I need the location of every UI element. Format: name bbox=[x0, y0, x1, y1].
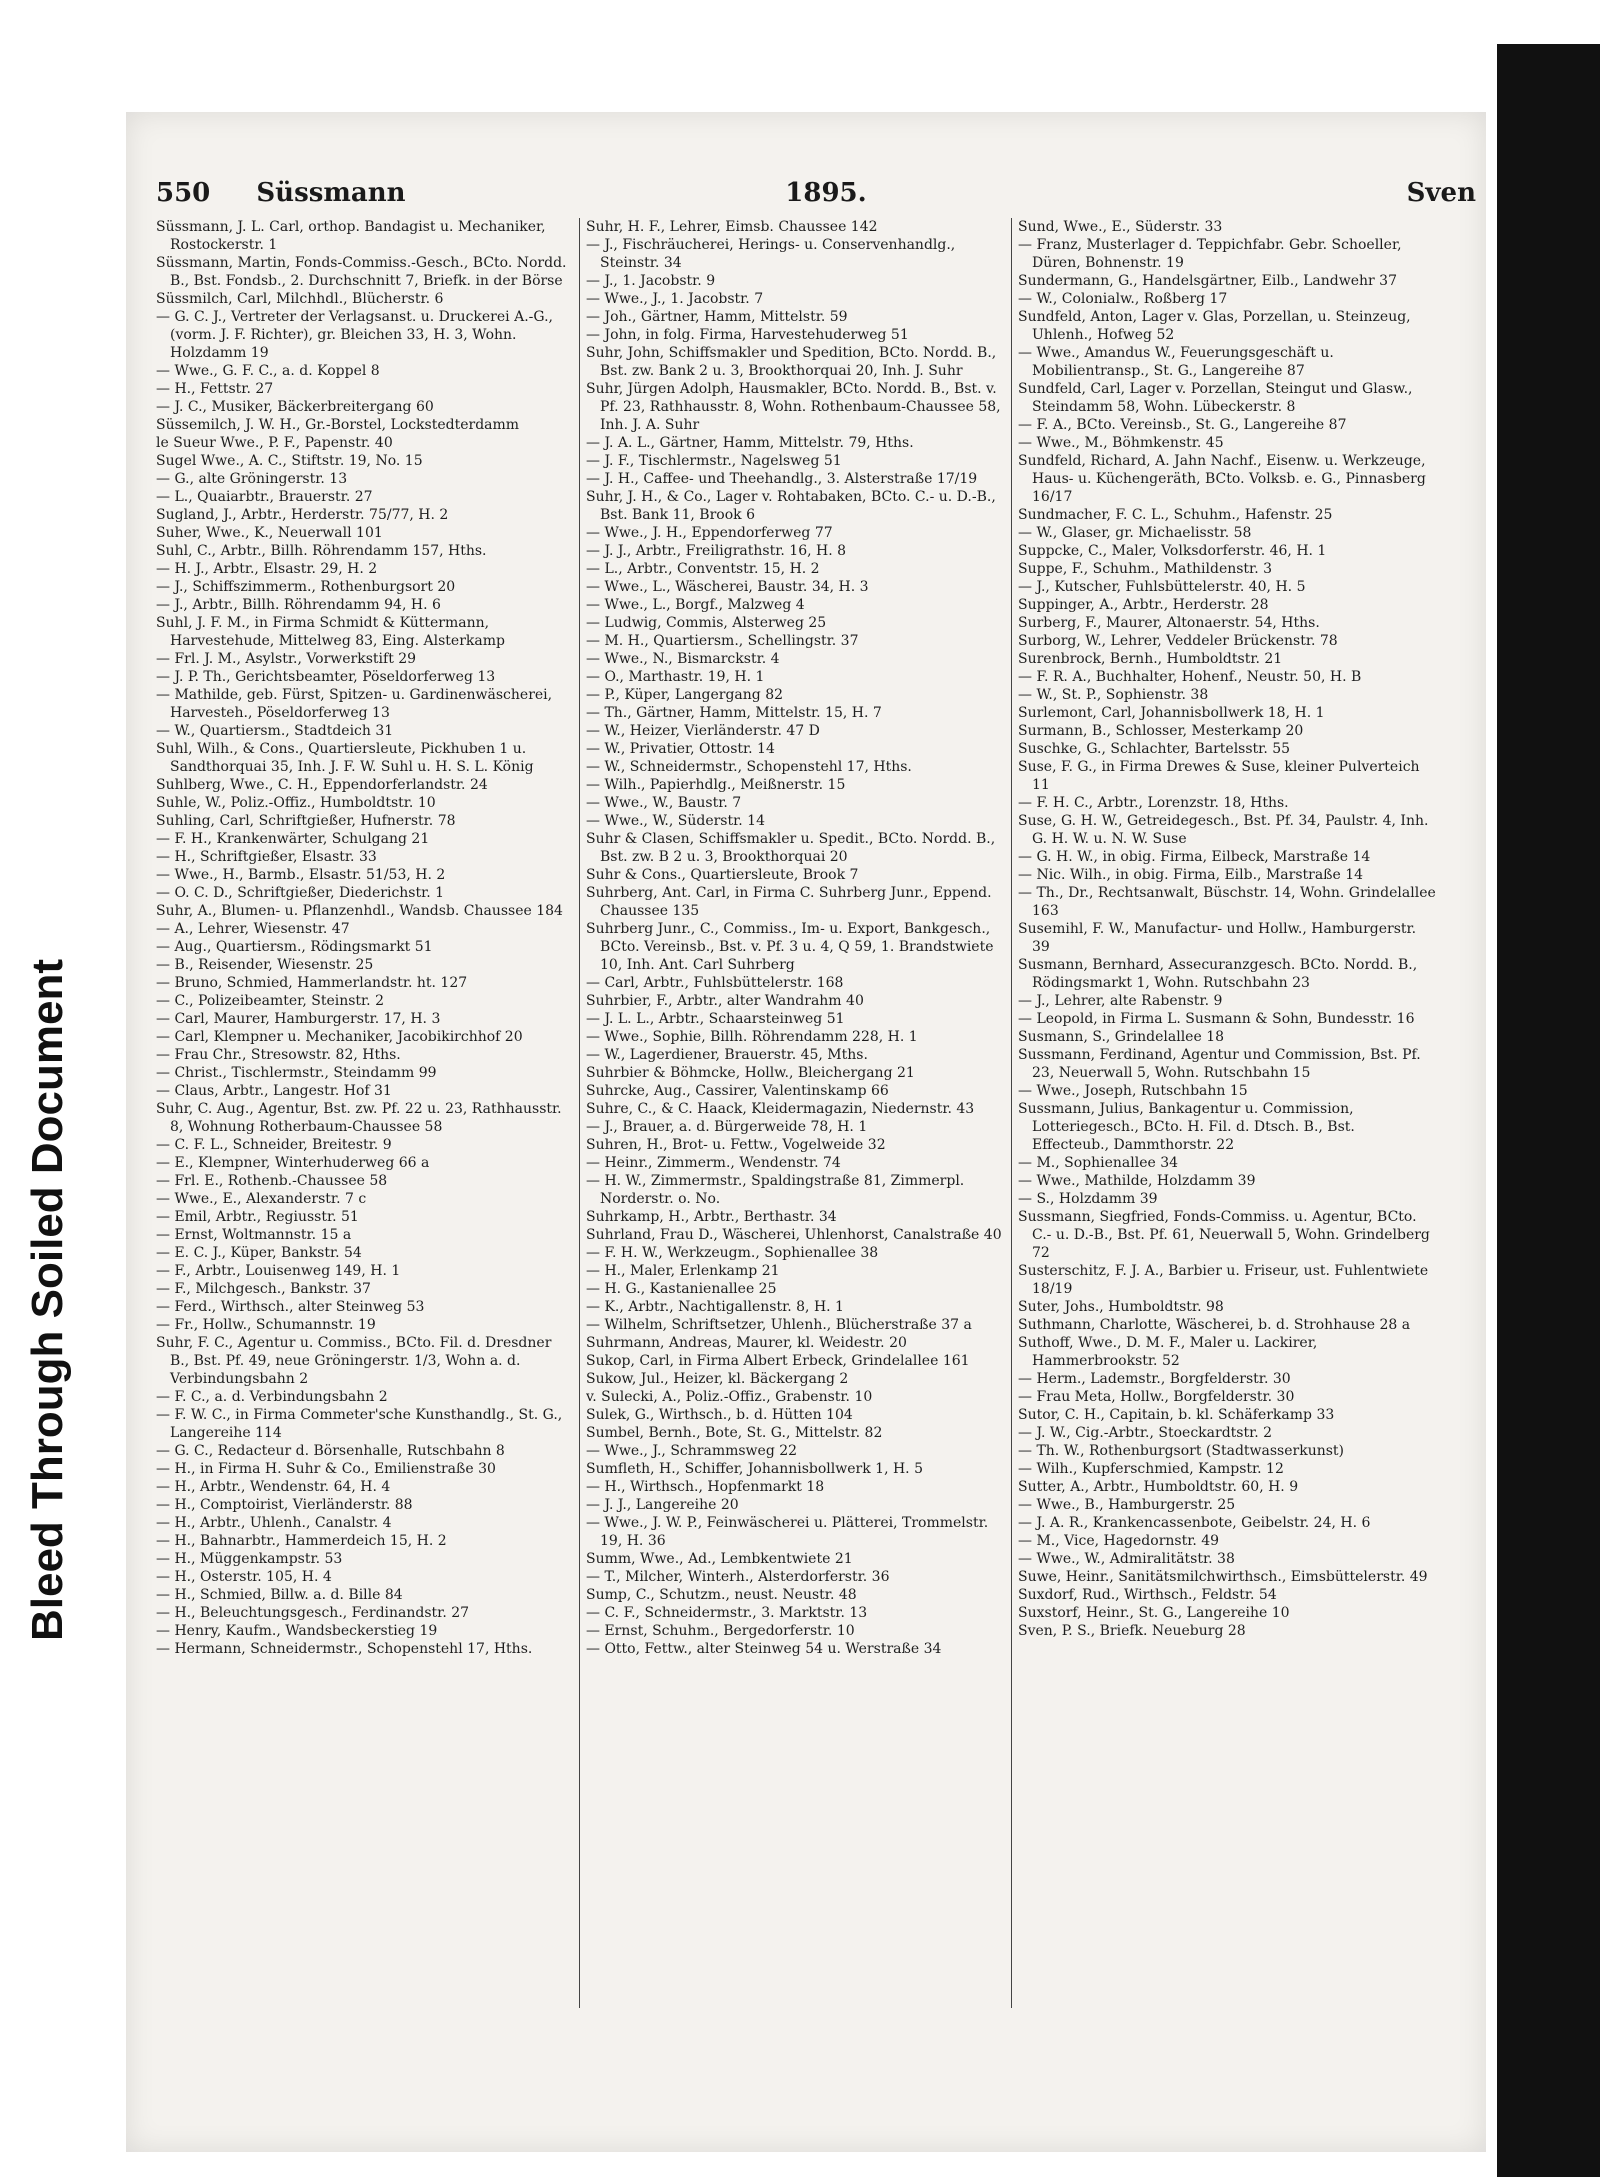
directory-entry: — Ernst, Woltmannstr. 15 a bbox=[156, 1227, 352, 1243]
directory-entry: Suhrbier & Böhmcke, Hollw., Bleichergang 21 bbox=[586, 1065, 915, 1081]
directory-entry: Süssemilch, J. W. H., Gr.-Borstel, Lockstedterdamm bbox=[156, 417, 520, 433]
directory-entry: Suhrbier, F., Arbtr., alter Wandrahm 40 bbox=[586, 993, 864, 1009]
directory-entry: — W., Schneidermstr., Schopenstehl 17, Hths. bbox=[586, 759, 912, 775]
directory-entry: — F., Arbtr., Louisenweg 149, H. 1 bbox=[156, 1263, 401, 1279]
directory-entry: — Henry, Kaufm., Wandsbeckerstieg 19 bbox=[156, 1623, 438, 1639]
directory-entry: Sutor, C. H., Capitain, b. kl. Schäferkamp 33 bbox=[1018, 1407, 1335, 1423]
directory-entry: — E., Klempner, Winterhuderweg 66 a bbox=[156, 1155, 430, 1171]
directory-entry: — John, in folg. Firma, Harvestehuderweg 51 bbox=[586, 327, 909, 343]
directory-entry: — Bruno, Schmied, Hammerlandstr. ht. 127 bbox=[156, 975, 468, 991]
directory-entry: — Hermann, Schneidermstr., Schopenstehl 17, Hths. bbox=[156, 1641, 533, 1657]
directory-entry: — Mathilde, geb. Fürst, Spitzen- u. Gardinenwäscherei, Harvesteh., Pöseldorferweg 13 bbox=[156, 687, 553, 721]
directory-entry: Susmann, Bernhard, Assecuranzgesch. BCto. Nordd. B., Rödingsmarkt 1, Wohn. Rutschbahn 23 bbox=[1018, 957, 1418, 991]
directory-entry: — F. R. A., Buchhalter, Hohenf., Neustr. 50, H. B bbox=[1018, 669, 1362, 685]
directory-entry: Susterschitz, F. J. A., Barbier u. Friseur, ust. Fuhlentwiete 18/19 bbox=[1018, 1263, 1429, 1297]
directory-entry: — W., Colonialw., Roßberg 17 bbox=[1018, 291, 1228, 307]
directory-entry: — Wilhelm, Schriftsetzer, Uhlenh., Blücherstraße 37 a bbox=[586, 1317, 972, 1333]
directory-entry: — G. C. J., Vertreter der Verlagsanst. u. Druckerei A.-G., (vorm. J. F. Richter), gr. Bleichen 33, H. 3, Wohn. Holzdamm 19 bbox=[156, 309, 553, 361]
directory-entry: — L., Arbtr., Conventstr. 15, H. 2 bbox=[586, 561, 820, 577]
directory-entry: — F. W. C., in Firma Commeter'sche Kunsthandlg., St. G., Langereihe 114 bbox=[156, 1407, 563, 1441]
directory-entry: Suhling, Carl, Schriftgießer, Hufnerstr. 78 bbox=[156, 813, 456, 829]
directory-entry: Suhl, J. F. M., in Firma Schmidt & Küttermann, Harvestehude, Mittelweg 83, Eing. Alsterkamp bbox=[156, 615, 505, 649]
directory-entry: Suthmann, Charlotte, Wäscherei, b. d. Strohhause 28 a bbox=[1018, 1317, 1411, 1333]
directory-entry: — Leopold, in Firma L. Susmann & Sohn, Bundesstr. 16 bbox=[1018, 1011, 1415, 1027]
directory-entry: — Wwe., J. H., Eppendorferweg 77 bbox=[586, 525, 833, 541]
directory-entry: — Th. W., Rothenburgsort (Stadtwasserkunst) bbox=[1018, 1443, 1345, 1459]
directory-entry: Sugel Wwe., A. C., Stiftstr. 19, No. 15 bbox=[156, 453, 423, 469]
directory-entry: Suter, Johs., Humboldtstr. 98 bbox=[1018, 1299, 1224, 1315]
directory-entry: — Ludwig, Commis, Alsterweg 25 bbox=[586, 615, 827, 631]
directory-entry: — M. H., Quartiersm., Schellingstr. 37 bbox=[586, 633, 859, 649]
directory-entry: — J. L. L., Arbtr., Schaarsteinweg 51 bbox=[586, 1011, 845, 1027]
directory-entry: — H., Comptoirist, Vierländerstr. 88 bbox=[156, 1497, 413, 1513]
directory-entry: — Frau Chr., Stresowstr. 82, Hths. bbox=[156, 1047, 401, 1063]
directory-entry: — W., Glaser, gr. Michaelisstr. 58 bbox=[1018, 525, 1252, 541]
directory-entry: — Wwe., W., Süderstr. 14 bbox=[586, 813, 765, 829]
directory-entry: — J., Schiffszimmerm., Rothenburgsort 20 bbox=[156, 579, 456, 595]
directory-entry: Suher, Wwe., K., Neuerwall 101 bbox=[156, 525, 383, 541]
directory-entry: Sundmacher, F. C. L., Schuhm., Hafenstr. 25 bbox=[1018, 507, 1333, 523]
directory-entry: Suppcke, C., Maler, Volksdorferstr. 46, H. 1 bbox=[1018, 543, 1327, 559]
directory-entry: — H., Schriftgießer, Elsastr. 33 bbox=[156, 849, 377, 865]
directory-entry: Sukow, Jul., Heizer, kl. Bäckergang 2 bbox=[586, 1371, 849, 1387]
directory-entry: — Wwe., J., Schrammsweg 22 bbox=[586, 1443, 798, 1459]
directory-entry: Suschke, G., Schlachter, Bartelsstr. 55 bbox=[1018, 741, 1291, 757]
directory-entry: Sundfeld, Anton, Lager v. Glas, Porzellan, u. Steinzeug, Uhlenh., Hofweg 52 bbox=[1018, 309, 1411, 343]
directory-entry: — Wwe., J., 1. Jacobstr. 7 bbox=[586, 291, 764, 307]
directory-entry: — Wwe., J. W. P., Feinwäscherei u. Plätterei, Trommelstr. 19, H. 36 bbox=[586, 1515, 989, 1549]
directory-entry: — Wwe., Mathilde, Holzdamm 39 bbox=[1018, 1173, 1256, 1189]
directory-entry: Suhre, C., & C. Haack, Kleidermagazin, Niedernstr. 43 bbox=[586, 1101, 975, 1117]
directory-entry: — W., Heizer, Vierländerstr. 47 D bbox=[586, 723, 820, 739]
directory-entry: Surlemont, Carl, Johannisbollwerk 18, H. 1 bbox=[1018, 705, 1325, 721]
directory-entry: Suhr & Clasen, Schiffsmakler u. Spedit., BCto. Nordd. B., Bst. zw. B 2 u. 3, Brookthorquai 20 bbox=[586, 831, 996, 865]
directory-entry: — Wwe., N., Bismarckstr. 4 bbox=[586, 651, 780, 667]
directory-entry: — Carl, Klempner u. Mechaniker, Jacobikirchhof 20 bbox=[156, 1029, 523, 1045]
directory-entry: Surmann, B., Schlosser, Mesterkamp 20 bbox=[1018, 723, 1304, 739]
directory-entry: — H. W., Zimmermstr., Spaldingstraße 81, Zimmerpl. Norderstr. o. No. bbox=[586, 1173, 965, 1207]
directory-entry: — Wilh., Papierhdlg., Meißnerstr. 15 bbox=[586, 777, 846, 793]
directory-entry: Suhr, John, Schiffsmakler und Spedition, BCto. Nordd. B., Bst. zw. Bank 2 u. 3, Brookthorquai 20, Inh. J. Suhr bbox=[586, 345, 997, 379]
directory-entry: — P., Küper, Langergang 82 bbox=[586, 687, 784, 703]
directory-entry: — Wwe., B., Hamburgerstr. 25 bbox=[1018, 1497, 1236, 1513]
directory-entry: — J. J., Arbtr., Freiligrathstr. 16, H. 8 bbox=[586, 543, 847, 559]
directory-entry: — T., Milcher, Winterh., Alsterdorferstr. 36 bbox=[586, 1569, 890, 1585]
column-3 bbox=[1018, 218, 1436, 2118]
directory-entry: — W., Privatier, Ottostr. 14 bbox=[586, 741, 775, 757]
directory-entry: — Wwe., H., Barmb., Elsastr. 51/53, H. 2 bbox=[156, 867, 446, 883]
directory-entry: — Franz, Musterlager d. Teppichfabr. Gebr. Schoeller, Düren, Bohnenstr. 19 bbox=[1018, 237, 1402, 271]
directory-entry: Sundfeld, Richard, A. Jahn Nachf., Eisenw. u. Werkzeuge, Haus- u. Küchengeräth, BCto. Volksb. e. G., Pinnasberg 16/17 bbox=[1018, 453, 1426, 505]
directory-entry: Sulek, G., Wirthsch., b. d. Hütten 104 bbox=[586, 1407, 853, 1423]
directory-entry: — Frl. E., Rothenb.-Chaussee 58 bbox=[156, 1173, 388, 1189]
directory-entry: — J. C., Musiker, Bäckerbreitergang 60 bbox=[156, 399, 434, 415]
directory-entry: — J., Kutscher, Fuhlsbüttelerstr. 40, H. 5 bbox=[1018, 579, 1306, 595]
directory-entry: — Fr., Hollw., Schumannstr. 19 bbox=[156, 1317, 376, 1333]
directory-entry: — Otto, Fettw., alter Steinweg 54 u. Werstraße 34 bbox=[586, 1641, 942, 1657]
directory-entry: Suhlberg, Wwe., C. H., Eppendorferlandstr. 24 bbox=[156, 777, 488, 793]
directory-entry: Suhrland, Frau D., Wäscherei, Uhlenhorst, Canalstraße 40 bbox=[586, 1227, 1002, 1243]
directory-entry: — Claus, Arbtr., Langestr. Hof 31 bbox=[156, 1083, 392, 1099]
directory-entry: — Heinr., Zimmerm., Wendenstr. 74 bbox=[586, 1155, 841, 1171]
page-number: 550 bbox=[156, 178, 211, 208]
directory-entry: Suxdorf, Rud., Wirthsch., Feldstr. 54 bbox=[1018, 1587, 1277, 1603]
directory-entry: Süssmann, J. L. Carl, orthop. Bandagist u. Mechaniker, Rostockerstr. 1 bbox=[156, 219, 546, 253]
directory-entry: — Wwe., W., Admiralitätstr. 38 bbox=[1018, 1551, 1235, 1567]
directory-entry: — H., Bahnarbtr., Hammerdeich 15, H. 2 bbox=[156, 1533, 447, 1549]
directory-entry: Suhr, A., Blumen- u. Pflanzenhdl., Wandsb. Chaussee 184 bbox=[156, 903, 563, 919]
directory-entry: — J. F., Tischlermstr., Nagelsweg 51 bbox=[586, 453, 842, 469]
directory-entry: — W., Lagerdiener, Brauerstr. 45, Mths. bbox=[586, 1047, 868, 1063]
directory-entry: Sutter, A., Arbtr., Humboldtstr. 60, H. 9 bbox=[1018, 1479, 1299, 1495]
directory-entry: — Carl, Maurer, Hamburgerstr. 17, H. 3 bbox=[156, 1011, 441, 1027]
directory-entry: — E. C. J., Küper, Bankstr. 54 bbox=[156, 1245, 362, 1261]
directory-entry: — J., Brauer, a. d. Bürgerweide 78, H. 1 bbox=[586, 1119, 868, 1135]
directory-entry: Sundfeld, Carl, Lager v. Porzellan, Steingut und Glasw., Steindamm 58, Wohn. Lübeckerstr. 8 bbox=[1018, 381, 1413, 415]
page-content bbox=[126, 112, 1486, 2152]
directory-entry: Sussmann, Siegfried, Fonds-Commiss. u. Agentur, BCto. C.- u. D.-B., Bst. Pf. 61, Neuerwall 5, Wohn. Grindelberg 72 bbox=[1018, 1209, 1430, 1261]
directory-entry: — G. H. W., in obig. Firma, Eilbeck, Marstraße 14 bbox=[1018, 849, 1371, 865]
directory-entry: — W., St. P., Sophienstr. 38 bbox=[1018, 687, 1209, 703]
column-2 bbox=[586, 218, 1004, 2118]
directory-entry: — H., Osterstr. 105, H. 4 bbox=[156, 1569, 332, 1585]
directory-entry: — F. A., BCto. Vereinsb., St. G., Langereihe 87 bbox=[1018, 417, 1347, 433]
directory-entry: — Frau Meta, Hollw., Borgfelderstr. 30 bbox=[1018, 1389, 1295, 1405]
directory-entry: Sund, Wwe., E., Süderstr. 33 bbox=[1018, 219, 1223, 235]
directory-entry: Sussmann, Ferdinand, Agentur und Commission, Bst. Pf. 23, Neuerwall 5, Wohn. Rutschbahn 15 bbox=[1018, 1047, 1421, 1081]
directory-entry: — Wwe., L., Wäscherei, Baustr. 34, H. 3 bbox=[586, 579, 869, 595]
directory-entry: Susmann, S., Grindelallee 18 bbox=[1018, 1029, 1225, 1045]
directory-entry: — Wwe., M., Böhmkenstr. 45 bbox=[1018, 435, 1224, 451]
directory-entry: Sukop, Carl, in Firma Albert Erbeck, Grindelallee 161 bbox=[586, 1353, 970, 1369]
directory-entry: Susemihl, F. W., Manufactur- und Hollw., Hamburgerstr. 39 bbox=[1018, 921, 1417, 955]
directory-entry: — H., Arbtr., Wendenstr. 64, H. 4 bbox=[156, 1479, 391, 1495]
directory-entry: Surberg, F., Maurer, Altonaerstr. 54, Hths. bbox=[1018, 615, 1320, 631]
directory-entry: — J., Arbtr., Billh. Röhrendamm 94, H. 6 bbox=[156, 597, 441, 613]
directory-entry: Summ, Wwe., Ad., Lembkentwiete 21 bbox=[586, 1551, 853, 1567]
side-stamp bbox=[0, 770, 95, 1830]
directory-entry: Süssmann, Martin, Fonds-Commiss.-Gesch., BCto. Nordd. B., Bst. Fondsb., 2. Durchschnitt 7, Briefk. in der Börse bbox=[156, 255, 567, 289]
directory-entry: Suthoff, Wwe., D. M. F., Maler u. Lackirer, Hammerbrookstr. 52 bbox=[1018, 1335, 1318, 1369]
directory-entry: Sumbel, Bernh., Bote, St. G., Mittelstr. 82 bbox=[586, 1425, 883, 1441]
directory-entry: — G. C., Redacteur d. Börsenhalle, Rutschbahn 8 bbox=[156, 1443, 505, 1459]
directory-entry: — H., Müggenkampstr. 53 bbox=[156, 1551, 343, 1567]
directory-entry: Suhrkamp, H., Arbtr., Berthastr. 34 bbox=[586, 1209, 837, 1225]
directory-entry: Suhr, C. Aug., Agentur, Bst. zw. Pf. 22 u. 23, Rathhausstr. 8, Wohnung Rotherbaum-Chaussee 58 bbox=[156, 1101, 562, 1135]
directory-entry: — F. C., a. d. Verbindungsbahn 2 bbox=[156, 1389, 388, 1405]
directory-entry: — Wilh., Kupferschmied, Kampstr. 12 bbox=[1018, 1461, 1284, 1477]
directory-entry: — F. H. W., Werkzeugm., Sophienallee 38 bbox=[586, 1245, 879, 1261]
directory-entry: v. Sulecki, A., Poliz.-Offiz., Grabenstr. 10 bbox=[586, 1389, 873, 1405]
directory-entry: Suhl, Wilh., & Cons., Quartiersleute, Pickhuben 1 u. Sandthorquai 35, Inh. J. F. W. Suhl u. H. S. L. König bbox=[156, 741, 534, 775]
directory-entry: — H., Fettstr. 27 bbox=[156, 381, 274, 397]
directory-entry: — Wwe., W., Baustr. 7 bbox=[586, 795, 742, 811]
directory-entry: — M., Vice, Hagedornstr. 49 bbox=[1018, 1533, 1220, 1549]
directory-entry: Suppe, F., Schuhm., Mathildenstr. 3 bbox=[1018, 561, 1273, 577]
directory-entry: — O., Marthastr. 19, H. 1 bbox=[586, 669, 765, 685]
directory-entry: — Christ., Tischlermstr., Steindamm 99 bbox=[156, 1065, 437, 1081]
directory-entry: — Herm., Lademstr., Borgfelderstr. 30 bbox=[1018, 1371, 1291, 1387]
directory-entry: Suhr & Cons., Quartiersleute, Brook 7 bbox=[586, 867, 859, 883]
directory-entry: — H., in Firma H. Suhr & Co., Emilienstraße 30 bbox=[156, 1461, 496, 1477]
directory-entry: — Th., Dr., Rechtsanwalt, Büschstr. 14, Wohn. Grindelallee 163 bbox=[1018, 885, 1436, 919]
directory-entry: Suhrberg Junr., C., Commiss., Im- u. Export, Bankgesch., BCto. Vereinsb., Bst. v. Pf. 3 u. 4, Q 59, 1. Brandstwiete 10, Inh. Ant. Carl Suhrberg bbox=[586, 921, 994, 973]
directory-entry: — Emil, Arbtr., Regiusstr. 51 bbox=[156, 1209, 359, 1225]
column-divider bbox=[579, 218, 580, 2008]
directory-entry: — S., Holzdamm 39 bbox=[1018, 1191, 1158, 1207]
directory-entry: Suwe, Heinr., Sanitätsmilchwirthsch., Eimsbüttelerstr. 49 bbox=[1018, 1569, 1428, 1585]
directory-entry: — K., Arbtr., Nachtigallenstr. 8, H. 1 bbox=[586, 1299, 844, 1315]
document-page bbox=[126, 112, 1486, 2152]
directory-entry: — F., Milchgesch., Bankstr. 37 bbox=[156, 1281, 371, 1297]
directory-entry: Suhrberg, Ant. Carl, in Firma C. Suhrberg Junr., Eppend. Chaussee 135 bbox=[586, 885, 992, 919]
directory-columns bbox=[156, 218, 1496, 2118]
directory-entry: — J., Fischräucherei, Herings- u. Conservenhandlg., Steinstr. 34 bbox=[586, 237, 956, 271]
directory-entry: — W., Quartiersm., Stadtdeich 31 bbox=[156, 723, 394, 739]
directory-entry: — B., Reisender, Wiesenstr. 25 bbox=[156, 957, 374, 973]
directory-entry: Suhl, C., Arbtr., Billh. Röhrendamm 157, Hths. bbox=[156, 543, 487, 559]
directory-entry: Suhr, Jürgen Adolph, Hausmakler, BCto. Nordd. B., Bst. v. Pf. 23, Rathhausstr. 8, Wohn. Rothenbaum-Chaussee 58, Inh. J. A. Suhr bbox=[586, 381, 1001, 433]
directory-entry: — O. C. D., Schriftgießer, Diederichstr. 1 bbox=[156, 885, 445, 901]
directory-entry: Sundermann, G., Handelsgärtner, Eilb., Landwehr 37 bbox=[1018, 273, 1397, 289]
directory-entry: Sump, C., Schutzm., neust. Neustr. 48 bbox=[586, 1587, 857, 1603]
directory-entry: — A., Lehrer, Wiesenstr. 47 bbox=[156, 921, 350, 937]
directory-entry: — J., 1. Jacobstr. 9 bbox=[586, 273, 716, 289]
directory-entry: Süssmilch, Carl, Milchhdl., Blücherstr. 6 bbox=[156, 291, 444, 307]
directory-entry: — H., Wirthsch., Hopfenmarkt 18 bbox=[586, 1479, 825, 1495]
header-year: 1895. bbox=[785, 178, 867, 208]
directory-entry: — Th., Gärtner, Hamm, Mittelstr. 15, H. 7 bbox=[586, 705, 882, 721]
directory-entry: Suse, F. G., in Firma Drewes & Suse, kleiner Pulverteich 11 bbox=[1018, 759, 1420, 793]
directory-entry: — G., alte Gröningerstr. 13 bbox=[156, 471, 348, 487]
directory-entry: Suhle, W., Poliz.-Offiz., Humboldtstr. 10 bbox=[156, 795, 436, 811]
directory-entry: Surborg, W., Lehrer, Veddeler Brückenstr. 78 bbox=[1018, 633, 1338, 649]
directory-entry: — J. P. Th., Gerichtsbeamter, Pöseldorferweg 13 bbox=[156, 669, 496, 685]
directory-entry: — C., Polizeibeamter, Steinstr. 2 bbox=[156, 993, 384, 1009]
directory-entry: — H., Arbtr., Uhlenh., Canalstr. 4 bbox=[156, 1515, 392, 1531]
directory-entry: — L., Quaiarbtr., Brauerstr. 27 bbox=[156, 489, 373, 505]
directory-entry: — Nic. Wilh., in obig. Firma, Eilb., Marstraße 14 bbox=[1018, 867, 1364, 883]
directory-entry: — H. J., Arbtr., Elsastr. 29, H. 2 bbox=[156, 561, 378, 577]
directory-entry: — H., Beleuchtungsgesch., Ferdinandstr. 27 bbox=[156, 1605, 470, 1621]
directory-entry: Suhr, H. F., Lehrer, Eimsb. Chaussee 142 bbox=[586, 219, 878, 235]
directory-entry: — F. H., Krankenwärter, Schulgang 21 bbox=[156, 831, 430, 847]
directory-entry: — J. A. R., Krankencassenbote, Geibelstr. 24, H. 6 bbox=[1018, 1515, 1371, 1531]
directory-entry: — Wwe., E., Alexanderstr. 7 c bbox=[156, 1191, 367, 1207]
directory-entry: — H. G., Kastanienallee 25 bbox=[586, 1281, 777, 1297]
column-1 bbox=[156, 218, 574, 2118]
directory-entry: Sussmann, Julius, Bankagentur u. Commission, Lotteriegesch., BCto. H. Fil. d. Dtsch. B., Bst. Effecteub., Dammthorstr. 22 bbox=[1018, 1101, 1355, 1153]
header-left-word: Süssmann bbox=[256, 178, 406, 208]
directory-entry: — C. F., Schneidermstr., 3. Marktstr. 13 bbox=[586, 1605, 868, 1621]
directory-entry: — Carl, Arbtr., Fuhlsbüttelerstr. 168 bbox=[586, 975, 844, 991]
directory-entry: Suhren, H., Brot- u. Fettw., Vogelweide 32 bbox=[586, 1137, 886, 1153]
directory-entry: Suxstorf, Heinr., St. G., Langereihe 10 bbox=[1018, 1605, 1290, 1621]
directory-entry: — H., Schmied, Billw. a. d. Bille 84 bbox=[156, 1587, 403, 1603]
directory-entry: — Ernst, Schuhm., Bergedorferstr. 10 bbox=[586, 1623, 855, 1639]
directory-entry: — Wwe., L., Borgf., Malzweg 4 bbox=[586, 597, 805, 613]
directory-entry: — Aug., Quartiersm., Rödingsmarkt 51 bbox=[156, 939, 433, 955]
directory-entry: Suppinger, A., Arbtr., Herderstr. 28 bbox=[1018, 597, 1269, 613]
directory-entry: — Wwe., Joseph, Rutschbahn 15 bbox=[1018, 1083, 1248, 1099]
directory-entry: — J. H., Caffee- und Theehandlg., 3. Alsterstraße 17/19 bbox=[586, 471, 978, 487]
directory-entry: — Wwe., Amandus W., Feuerungsgeschäft u. Mobilientransp., St. G., Langereihe 87 bbox=[1018, 345, 1334, 379]
directory-entry: — Ferd., Wirthsch., alter Steinweg 53 bbox=[156, 1299, 425, 1315]
column-divider bbox=[1011, 218, 1012, 2008]
directory-entry: Suhr, F. C., Agentur u. Commiss., BCto. Fil. d. Dresdner B., Bst. Pf. 49, neue Gröningerstr. 1/3, Wohn a. d. Verbindungsbahn 2 bbox=[156, 1335, 552, 1387]
directory-entry: — M., Sophienallee 34 bbox=[1018, 1155, 1179, 1171]
side-stamp-text: Bleed Through Soiled Document bbox=[22, 958, 72, 1642]
directory-entry: — J. J., Langereihe 20 bbox=[586, 1497, 739, 1513]
directory-entry: le Sueur Wwe., P. F., Papenstr. 40 bbox=[156, 435, 393, 451]
directory-entry: Sumfleth, H., Schiffer, Johannisbollwerk 1, H. 5 bbox=[586, 1461, 923, 1477]
directory-entry: — Frl. J. M., Asylstr., Vorwerkstift 29 bbox=[156, 651, 417, 667]
directory-entry: — C. F. L., Schneider, Breitestr. 9 bbox=[156, 1137, 392, 1153]
header-right-word: Sven bbox=[1406, 178, 1476, 208]
directory-entry: Suhrmann, Andreas, Maurer, kl. Weidestr. 20 bbox=[586, 1335, 907, 1351]
directory-entry: — F. H. C., Arbtr., Lorenzstr. 18, Hths. bbox=[1018, 795, 1289, 811]
directory-entry: — J. W., Cig.-Arbtr., Stoeckardtstr. 2 bbox=[1018, 1425, 1273, 1441]
directory-entry: — H., Maler, Erlenkamp 21 bbox=[586, 1263, 780, 1279]
directory-entry: Suhrcke, Aug., Cassirer, Valentinskamp 66 bbox=[586, 1083, 889, 1099]
scan-edge-bar bbox=[1497, 44, 1600, 2177]
directory-entry: — Wwe., Sophie, Billh. Röhrendamm 228, H. 1 bbox=[586, 1029, 918, 1045]
directory-entry: — Joh., Gärtner, Hamm, Mittelstr. 59 bbox=[586, 309, 848, 325]
directory-entry: Sugland, J., Arbtr., Herderstr. 75/77, H. 2 bbox=[156, 507, 449, 523]
directory-entry: — J. A. L., Gärtner, Hamm, Mittelstr. 79, Hths. bbox=[586, 435, 914, 451]
directory-entry: — Wwe., G. F. C., a. d. Koppel 8 bbox=[156, 363, 380, 379]
directory-entry: Suhr, J. H., & Co., Lager v. Rohtabaken, BCto. C.- u. D.-B., Bst. Bank 11, Brook 6 bbox=[586, 489, 996, 523]
directory-entry: Sven, P. S., Briefk. Neueburg 28 bbox=[1018, 1623, 1246, 1639]
directory-entry: Suse, G. H. W., Getreidegesch., Bst. Pf. 34, Paulstr. 4, Inh. G. H. W. u. N. W. Suse bbox=[1018, 813, 1429, 847]
directory-entry: — J., Lehrer, alte Rabenstr. 9 bbox=[1018, 993, 1223, 1009]
directory-entry: Surenbrock, Bernh., Humboldtstr. 21 bbox=[1018, 651, 1283, 667]
